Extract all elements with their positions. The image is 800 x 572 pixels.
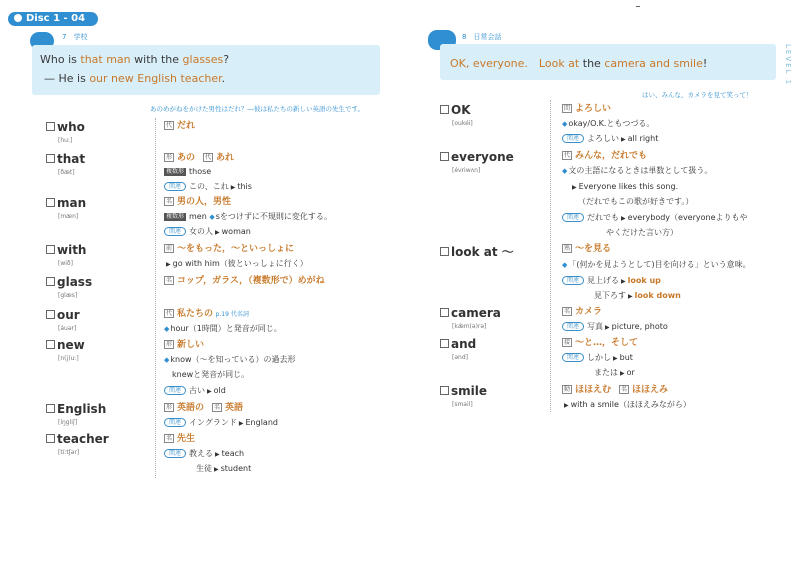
ipa: [ənd] [452, 354, 468, 361]
level-marker: LEVEL 1 [784, 44, 792, 87]
related: または ▶ or [594, 368, 635, 377]
note: knewと発音が同じ。 [172, 370, 250, 379]
ipa: [glæs] [58, 292, 78, 299]
ipa: [ðæt] [58, 169, 75, 176]
plural: 複数形 those [166, 167, 212, 176]
related: 関連 しかし ▶ but [562, 352, 633, 364]
word-that: that [46, 152, 85, 166]
definition: 動 ほほえむ 名 ほほえみ [564, 385, 669, 395]
note: ◆hour（1時間）と発音が同じ。 [164, 324, 282, 333]
related-cont: やくだけた言い方） [606, 228, 678, 237]
word-glass: glass [46, 275, 92, 289]
ipa: [wið] [58, 260, 73, 267]
lesson-title: 7 学校 [62, 33, 88, 41]
mark [636, 6, 640, 7]
word-teacher: teacher [46, 432, 109, 446]
related: 関連 イングランド ▶ England [164, 417, 278, 429]
ipa: [huː] [58, 137, 73, 144]
related: 関連 見上げる ▶ look up [562, 275, 661, 287]
word-ok: OK [440, 103, 471, 117]
note: ◆know（～を知っている）の過去形 [164, 355, 296, 364]
plural: 複数形 men ◆sをつけずに不規則に変化する。 [166, 212, 332, 221]
word-camera: camera [440, 306, 501, 320]
related: 関連 教える ▶ teach [164, 448, 244, 460]
definition: 間 よろしい [564, 104, 612, 114]
example: ▶ Everyone likes this song. [572, 182, 679, 191]
related: 関連 女の人 ▶ woman [164, 226, 251, 238]
example-translation: （だれでもこの歌が好きです。） [578, 197, 694, 206]
definition: 名 男の人，男性 [166, 197, 232, 207]
definition: 形 あの 代 あれ [166, 153, 235, 163]
definition: 熟 ～を見る [564, 244, 612, 254]
dialogue-answer: — He is our new English teacher. [44, 72, 226, 85]
lesson-title: 8 日常会話 [462, 33, 502, 41]
word-and: and [440, 337, 476, 351]
word-everyone: everyone [440, 150, 514, 164]
disc-label: Disc 1 - 04 [8, 12, 98, 26]
word-new: new [46, 338, 85, 352]
definition: 代 だれ [166, 121, 196, 131]
example: ▶ with a smile（ほほえみながら） [564, 400, 691, 409]
note: ◆okay/O.K.ともつづる。 [562, 119, 655, 128]
ipa: [mæn] [58, 213, 79, 220]
note: ◆文の主語になるときは単数として扱う。 [562, 166, 713, 175]
definition: 前 ～をもった，～といっしょに [166, 244, 295, 254]
ipa: [tíːtʃər] [58, 449, 80, 456]
related: 関連 だれでも ▶ everybody（everyoneよりもや [562, 212, 748, 224]
translation: はい、みんな、カメラを見て笑って！ [642, 91, 753, 99]
word-english: English [46, 402, 106, 416]
related: 関連 よろしい ▶ all right [562, 133, 658, 145]
dialogue-question: Who is that man with the glasses? [40, 53, 230, 66]
translation: あのめがねをかけた男性はだれ？―彼は私たちの新しい英語の先生です。 [150, 105, 364, 113]
note: ◆「(何かを見ようとして)目を向ける」という意味。 [562, 260, 751, 269]
ipa: [kǽm(ə)rə] [452, 323, 487, 330]
definition: 接 ～と…，そして [564, 338, 639, 348]
related: 関連 古い ▶ old [164, 385, 226, 397]
related: 見下ろす ▶ look down [594, 291, 681, 300]
ipa: [áuər] [58, 325, 77, 332]
word-look-at: look at ～ [440, 243, 514, 260]
related: 生徒 ▶ student [196, 464, 252, 473]
ipa: [smail] [452, 401, 473, 408]
word-smile: smile [440, 384, 487, 398]
definition: 名 先生 [166, 434, 196, 444]
ipa: [n(j)uː] [58, 355, 79, 362]
word-our: our [46, 308, 80, 322]
dialogue-line: OK, everyone. Look at the camera and smile! [450, 57, 708, 70]
divider [550, 100, 551, 412]
definition: 形 英語の 名 英語 [166, 403, 244, 413]
ipa: [évriwʌn] [452, 167, 481, 174]
ipa: [oukéi] [452, 120, 473, 127]
related: 関連 この、これ ▶ this [164, 181, 252, 193]
definition: 代 みんな，だれでも [564, 151, 648, 161]
word-man: man [46, 196, 86, 210]
example: ▶ go with him（彼といっしょに行く） [166, 259, 308, 268]
divider [155, 118, 156, 478]
related: 関連 写真 ▶ picture, photo [562, 321, 668, 333]
definition: 名 カメラ [564, 307, 603, 317]
ipa: [íŋgliʃ] [58, 419, 78, 426]
word-with: with [46, 243, 86, 257]
definition: 名 コップ，ガラス，（複数形で）めがね [166, 276, 325, 286]
definition: 形 新しい [166, 340, 205, 350]
word-who: who [46, 120, 85, 134]
definition: 代 私たちの p.19 代名詞 [166, 309, 249, 319]
